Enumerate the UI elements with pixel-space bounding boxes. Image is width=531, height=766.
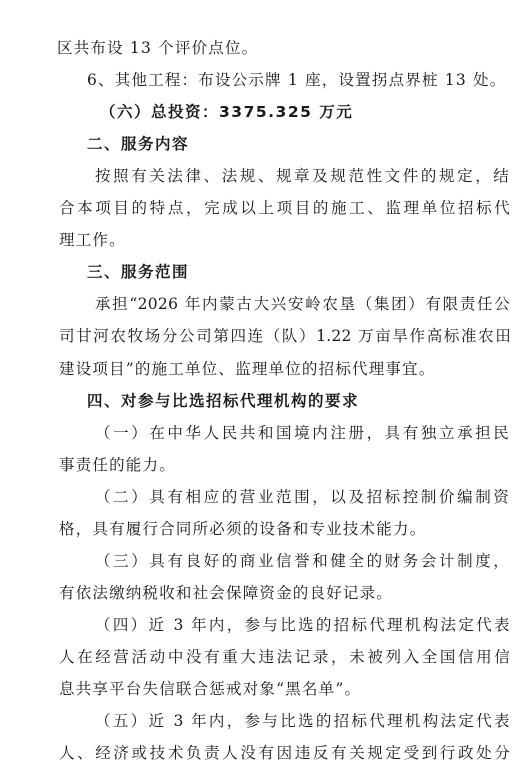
text-line-15: （二）具有相应的营业范围，以及招标控制价编制资 (95, 487, 510, 506)
text-line-18: 有依法缴纳税收和社会保障资金的良好记录。 (59, 583, 394, 602)
text-line-19: （四）近 3 年内，参与比选的招标代理机构法定代表 (95, 615, 510, 634)
text-line-5: 按照有关法律、法规、规章及规范性文件的规定，结 (95, 167, 510, 186)
text-line-7: 理工作。 (59, 231, 126, 250)
text-line-21: 息共享平台失信联合惩戒对象“黑名单”。 (59, 679, 362, 698)
section-heading-service-scope: 三、服务范围 (87, 263, 190, 282)
text-line-1: 区共布设 13 个评价点位。 (57, 39, 259, 57)
text-line-23: 人、经济或技术负责人没有因违反有关规定受到行政处分 (59, 744, 511, 762)
text-line-11: 建设项目”的施工单位、监理单位的招标代理事宜。 (59, 359, 436, 378)
section-heading-service-content: 二、服务内容 (87, 135, 190, 154)
text-line-13: （一）在中华人民共和国境内注册，具有独立承担民 (95, 423, 510, 442)
section-heading-total-investment: （六）总投资：3375.325 万元 (100, 103, 354, 122)
text-line-9: 承担“2026 年内蒙古大兴安岭农垦（集团）有限责任公 (95, 295, 510, 314)
text-line-2: 6、其他工程：布设公示牌 1 座，设置拐点界桩 13 处。 (87, 71, 507, 89)
text-line-17: （三）具有良好的商业信誉和健全的财务会计制度， (95, 551, 510, 570)
text-line-14: 事责任的能力。 (59, 455, 176, 474)
text-line-20: 人在经营活动中没有重大违法记录，未被列入全国信用信 (59, 647, 511, 666)
text-line-10: 司甘河农牧场分公司第四连（队）1.22 万亩旱作高标准农田 (59, 327, 511, 346)
section-heading-requirements: 四、对参与比选招标代理机构的要求 (87, 391, 360, 410)
text-line-6: 合本项目的特点，完成以上项目的施工、监理单位招标代 (59, 199, 511, 218)
text-line-16: 格，具有履行合同所必须的设备和专业技术能力。 (59, 519, 427, 538)
text-line-22: （五）近 3 年内，参与比选的招标代理机构法定代表 (95, 712, 510, 730)
